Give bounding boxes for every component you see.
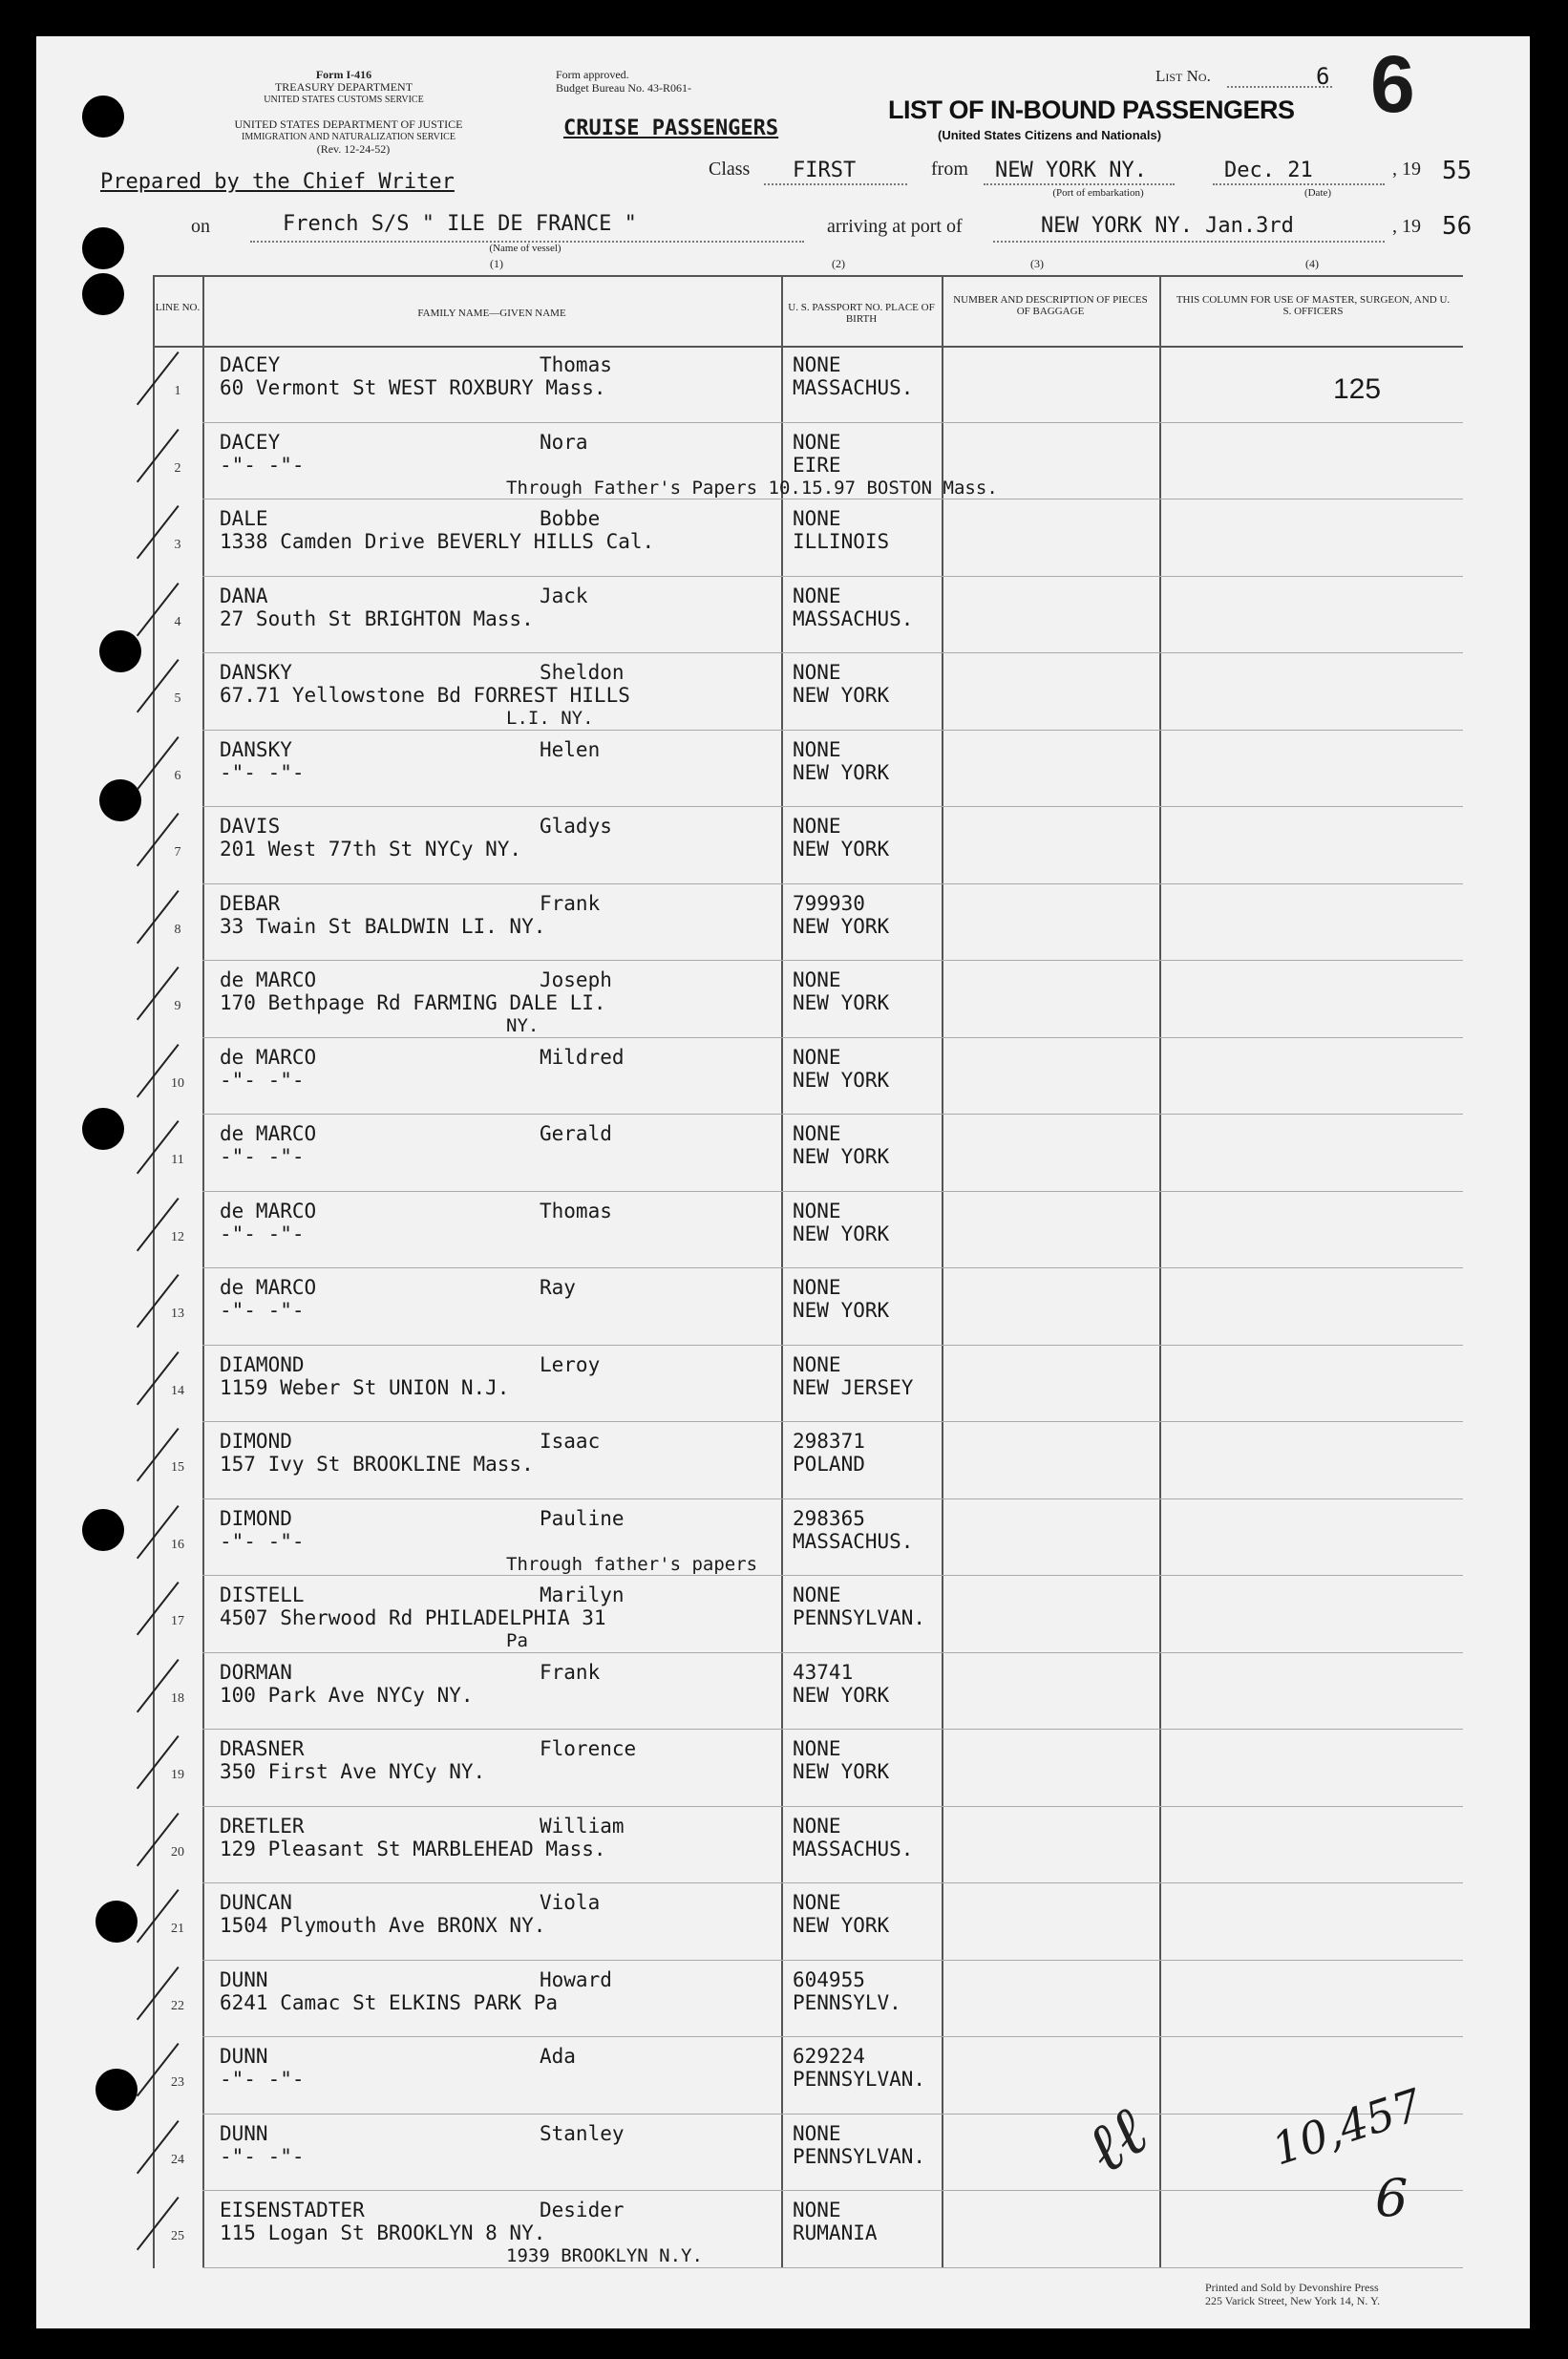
arrival-line <box>993 241 1385 243</box>
table-row <box>153 1961 1463 2038</box>
passport-number: 604955 <box>793 1967 865 1991</box>
family-name: DALE <box>220 507 268 530</box>
passport-number: NONE <box>793 507 841 530</box>
customs-service: UNITED STATES CUSTOMS SERVICE <box>264 95 424 105</box>
table-row <box>153 1730 1463 1807</box>
given-name: Helen <box>540 737 601 761</box>
family-name: DUNN <box>220 1967 268 1991</box>
passenger-table <box>153 275 1463 2268</box>
table-row <box>153 1422 1463 1499</box>
given-name: Desider <box>540 2199 625 2221</box>
passport-number: NONE <box>793 1737 841 1760</box>
place-of-birth: EIRE <box>793 453 841 477</box>
home-address: 33 Twain St BALDWIN LI. NY. <box>220 914 546 938</box>
passport-number: NONE <box>793 2121 841 2145</box>
additional-note: NY. <box>506 1015 540 1036</box>
class-label: Class <box>709 159 751 180</box>
home-address: 1338 Camden Drive BEVERLY HILLS Cal. <box>220 530 655 553</box>
place-of-birth: NEW YORK <box>793 760 890 784</box>
family-name: de MARCO <box>220 1199 317 1222</box>
given-name: Gerald <box>540 1122 612 1145</box>
line-number: 13 <box>171 1307 184 1321</box>
table-row <box>153 1115 1463 1192</box>
class-line <box>764 183 907 185</box>
additional-note: 1939 BROOKLYN N.Y. <box>506 2245 703 2266</box>
year2: 56 <box>1442 212 1473 241</box>
punch-hole <box>82 1509 124 1551</box>
budget-bureau: Budget Bureau No. 43-R061- <box>556 81 691 95</box>
punch-hole <box>99 779 141 821</box>
punch-hole <box>95 1901 138 1943</box>
place-of-birth: NEW YORK <box>793 1068 890 1092</box>
table-row <box>153 1807 1463 1884</box>
column-number-4: (4) <box>1305 257 1319 270</box>
home-address: 201 West 77th St NYCy NY. <box>220 838 522 861</box>
place-of-birth: NEW YORK <box>793 838 890 861</box>
family-name: de MARCO <box>220 968 317 991</box>
home-address: 27 South St BRIGHTON Mass. <box>220 606 534 630</box>
family-name: de MARCO <box>220 1276 317 1299</box>
line-number: 24 <box>171 2152 184 2167</box>
table-row <box>153 1038 1463 1116</box>
line-number: 22 <box>171 1998 184 2013</box>
place-of-birth: NEW YORK <box>793 1760 890 1783</box>
header-baggage: NUMBER AND DESCRIPTION OF PIECES OF BAGGAGE <box>953 294 1148 317</box>
place-of-birth: NEW YORK <box>793 1299 890 1322</box>
table-row <box>153 577 1463 654</box>
table-row <box>153 423 1463 500</box>
header-passport: U. S. PASSPORT NO. PLACE OF BIRTH <box>788 302 935 325</box>
family-name: DIMOND <box>220 1506 292 1530</box>
passport-number: NONE <box>793 1352 841 1376</box>
home-address: 6241 Camac St ELKINS PARK Pa <box>220 1990 559 2014</box>
handwritten-note: 10,457 <box>1265 2078 1429 2176</box>
table-row <box>153 2191 1463 2268</box>
place-of-birth: MASSACHUS. <box>793 376 914 399</box>
given-name: Frank <box>540 1660 601 1684</box>
year2-prefix: , 19 <box>1392 216 1421 237</box>
home-address: 170 Bethpage Rd FARMING DALE LI. <box>220 991 606 1014</box>
table-row <box>153 1346 1463 1423</box>
line-number: 14 <box>171 1383 184 1398</box>
place-of-birth: NEW YORK <box>793 1145 890 1168</box>
passport-number: 298365 <box>793 1506 865 1530</box>
line-number: 5 <box>174 691 181 706</box>
header-line-no: LINE NO. <box>155 302 201 313</box>
place-of-birth: PENNSYLV. <box>793 1990 901 2014</box>
family-name: DEBAR <box>220 891 281 915</box>
given-name: Ada <box>540 2045 576 2068</box>
passport-number: NONE <box>793 584 841 607</box>
line-number: 25 <box>171 2229 184 2243</box>
family-name: de MARCO <box>220 1045 317 1069</box>
given-name: Gladys <box>540 815 612 838</box>
home-address: 129 Pleasant St MARBLEHEAD Mass. <box>220 1837 606 1860</box>
arriving-label: arriving at port of <box>827 216 963 237</box>
header-officers: THIS COLUMN FOR USE OF MASTER, SURGEON, AND U. S. OFFICERS <box>1176 294 1451 317</box>
form-revision: (Rev. 12-24-52) <box>316 142 391 156</box>
place-of-birth: MASSACHUS. <box>793 606 914 630</box>
line-number: 17 <box>171 1614 184 1628</box>
treasury-department: TREASURY DEPARTMENT <box>274 80 413 94</box>
line-number: 11 <box>171 1153 184 1167</box>
given-name: Jack <box>540 584 588 607</box>
passport-number: NONE <box>793 1045 841 1069</box>
punch-hole <box>82 273 124 315</box>
passport-number: NONE <box>793 2199 841 2221</box>
line-number: 7 <box>174 845 181 860</box>
justice-department: UNITED STATES DEPARTMENT OF JUSTICE <box>234 117 463 131</box>
passport-number: NONE <box>793 737 841 761</box>
given-name: Frank <box>540 891 601 915</box>
given-name: Thomas <box>540 1199 612 1222</box>
line-number: 9 <box>174 999 181 1013</box>
home-address: 157 Ivy St BROOKLINE Mass. <box>220 1453 534 1476</box>
family-name: DIAMOND <box>220 1352 305 1376</box>
class-value: FIRST <box>793 159 857 182</box>
place-of-birth: POLAND <box>793 1453 865 1476</box>
table-row <box>153 731 1463 808</box>
family-name: DUNN <box>220 2045 268 2068</box>
place-of-birth: NEW YORK <box>793 914 890 938</box>
family-name: DORMAN <box>220 1660 292 1684</box>
home-address: -"- -"- <box>220 453 305 477</box>
punch-hole <box>95 2069 138 2111</box>
table-row <box>153 961 1463 1038</box>
additional-note: L.I. NY. <box>506 708 594 729</box>
line-number: 23 <box>171 2075 184 2090</box>
prepared-by: Prepared by the Chief Writer <box>100 170 455 194</box>
passport-number: 799930 <box>793 891 865 915</box>
column-number-2: (2) <box>832 257 845 270</box>
passport-number: 43741 <box>793 1660 854 1684</box>
cruise-passengers-stamp: CRUISE PASSENGERS <box>563 117 779 140</box>
given-name: Howard <box>540 1967 612 1991</box>
place-of-birth: PENNSYLVAN. <box>793 1606 926 1629</box>
passport-number: NONE <box>793 1891 841 1914</box>
line-number: 4 <box>174 614 181 629</box>
given-name: Bobbe <box>540 507 601 530</box>
home-address: 1504 Plymouth Ave BRONX NY. <box>220 1914 546 1937</box>
place-of-birth: NEW YORK <box>793 1683 890 1707</box>
family-name: DUNCAN <box>220 1891 292 1914</box>
family-name: DRASNER <box>220 1737 305 1760</box>
from-line <box>984 183 1175 185</box>
vessel-name: French S/S " ILE DE FRANCE " <box>283 212 637 236</box>
home-address: 350 First Ave NYCy NY. <box>220 1760 486 1783</box>
form-subtitle: (United States Citizens and Nationals) <box>938 128 1162 142</box>
line-number: 19 <box>171 1768 184 1782</box>
on-label: on <box>191 216 210 237</box>
home-address: -"- -"- <box>220 2144 305 2168</box>
given-name: Leroy <box>540 1352 601 1376</box>
line-number: 10 <box>171 1075 184 1091</box>
place-of-birth: NEW YORK <box>793 991 890 1014</box>
line-number: 3 <box>174 538 181 552</box>
family-name: DANSKY <box>220 737 292 761</box>
date-line <box>1213 183 1385 185</box>
table-row <box>153 346 1463 423</box>
header-name: FAMILY NAME—GIVEN NAME <box>417 308 566 319</box>
line-number: 15 <box>171 1460 184 1475</box>
home-address: -"- -"- <box>220 1299 305 1322</box>
home-address: 4507 Sherwood Rd PHILADELPHIA 31 <box>220 1606 606 1629</box>
given-name: Stanley <box>540 2121 625 2145</box>
home-address: 1159 Weber St UNION N.J. <box>220 1375 510 1399</box>
home-address: -"- -"- <box>220 1068 305 1092</box>
family-name: DANSKY <box>220 661 292 684</box>
additional-note: Through Father's Papers 10.15.97 BOSTON Mass. <box>506 477 998 499</box>
passport-number: NONE <box>793 353 841 376</box>
given-name: Nora <box>540 430 588 454</box>
printer-line-1: Printed and Sold by Devonshire Press <box>1205 2281 1379 2294</box>
passport-number: NONE <box>793 661 841 684</box>
given-name: Pauline <box>540 1506 625 1530</box>
given-name: Ray <box>540 1276 576 1299</box>
line-number: 16 <box>171 1537 184 1552</box>
home-address: 115 Logan St BROOKLYN 8 NY. <box>220 2221 546 2244</box>
form-approved: Form approved. <box>556 68 629 81</box>
family-name: DACEY <box>220 353 281 376</box>
home-address: -"- -"- <box>220 1145 305 1168</box>
form-title: LIST OF IN-BOUND PASSENGERS <box>888 96 1295 124</box>
additional-note: Through father's papers <box>506 1553 758 1575</box>
home-address: -"- -"- <box>220 1222 305 1245</box>
given-name: William <box>540 1814 625 1838</box>
punch-hole <box>82 96 124 138</box>
place-of-birth: NEW JERSEY <box>793 1375 914 1399</box>
passport-number: NONE <box>793 1199 841 1222</box>
family-name: EISENSTADTER <box>220 2199 365 2221</box>
table-row <box>153 1576 1463 1653</box>
table-row <box>153 1653 1463 1731</box>
place-of-birth: NEW YORK <box>793 684 890 707</box>
given-name: Joseph <box>540 968 612 991</box>
table-row <box>153 1192 1463 1269</box>
place-of-birth: PENNSYLVAN. <box>793 2144 926 2168</box>
place-of-birth: PENNSYLVAN. <box>793 2068 926 2091</box>
home-address: -"- -"- <box>220 760 305 784</box>
list-no-large: 6 <box>1370 39 1415 129</box>
table-row <box>153 807 1463 884</box>
place-of-birth: RUMANIA <box>793 2221 878 2244</box>
year1-prefix: , 19 <box>1392 159 1421 180</box>
list-no-value: 6 <box>1316 63 1330 90</box>
year1: 55 <box>1442 157 1473 185</box>
passport-number: NONE <box>793 1276 841 1299</box>
family-name: DRETLER <box>220 1814 305 1838</box>
port-caption: (Port of embarkation) <box>1052 187 1144 199</box>
passport-number: NONE <box>793 968 841 991</box>
place-of-birth: MASSACHUS. <box>793 1529 914 1553</box>
place-of-birth: NEW YORK <box>793 1222 890 1245</box>
form-number: Form I-416 <box>315 68 372 81</box>
given-name: Mildred <box>540 1045 625 1069</box>
line-number: 1 <box>174 384 181 398</box>
line-number: 18 <box>171 1690 184 1706</box>
passport-number: 629224 <box>793 2045 865 2068</box>
place-of-birth: NEW YORK <box>793 1914 890 1937</box>
punch-hole <box>99 630 141 672</box>
departure-date: Dec. 21 <box>1224 159 1313 182</box>
home-address: 60 Vermont St WEST ROXBURY Mass. <box>220 376 606 399</box>
table-top-border <box>153 275 1463 277</box>
family-name: DANA <box>220 584 268 607</box>
passport-number: NONE <box>793 430 841 454</box>
passport-number: NONE <box>793 815 841 838</box>
from-label: from <box>931 159 968 180</box>
place-of-birth: MASSACHUS. <box>793 1837 914 1860</box>
given-name: Sheldon <box>540 661 625 684</box>
table-row <box>153 2037 1463 2115</box>
immigration-service: IMMIGRATION AND NATURALIZATION SERVICE <box>242 132 456 142</box>
additional-note: Pa <box>506 1630 528 1651</box>
passport-number: NONE <box>793 1583 841 1606</box>
handwritten-signature: ℓℓ <box>1070 2092 1162 2189</box>
punch-hole <box>82 227 124 269</box>
home-address: 67.71 Yellowstone Bd FORREST HILLS <box>220 684 630 707</box>
table-row <box>153 1499 1463 1577</box>
table-row <box>153 1268 1463 1346</box>
given-name: Isaac <box>540 1430 601 1453</box>
given-name: Viola <box>540 1891 601 1914</box>
officer-note: 125 <box>1333 373 1382 405</box>
column-number-1: (1) <box>490 257 503 270</box>
line-number: 12 <box>171 1229 184 1244</box>
vessel-caption: (Name of vessel) <box>489 243 562 254</box>
punch-hole <box>82 1108 124 1150</box>
family-name: DUNN <box>220 2121 268 2145</box>
line-number: 21 <box>171 1922 184 1936</box>
line-number: 2 <box>174 460 181 476</box>
family-name: DISTELL <box>220 1583 305 1606</box>
printer-line-2: 225 Varick Street, New York 14, N. Y. <box>1205 2294 1381 2307</box>
line-number: 6 <box>174 768 181 783</box>
home-address: -"- -"- <box>220 2068 305 2091</box>
family-name: DACEY <box>220 430 281 454</box>
port-of-embarkation: NEW YORK NY. <box>995 159 1147 182</box>
given-name: Marilyn <box>540 1583 625 1606</box>
passport-number: NONE <box>793 1814 841 1838</box>
passport-number: 298371 <box>793 1430 865 1453</box>
given-name: Thomas <box>540 353 612 376</box>
line-number: 8 <box>174 922 181 937</box>
table-row <box>153 653 1463 731</box>
line-number: 20 <box>171 1844 184 1860</box>
row-divider <box>202 2267 1463 2268</box>
family-name: DAVIS <box>220 815 281 838</box>
handwritten-list-number: 6 <box>1375 2168 1409 2228</box>
place-of-birth: ILLINOIS <box>793 530 890 553</box>
date-caption: (Date) <box>1303 187 1332 199</box>
given-name: Florence <box>540 1737 637 1760</box>
arrival-port-date: NEW YORK NY. Jan.3rd <box>1041 214 1294 238</box>
passport-number: NONE <box>793 1122 841 1145</box>
home-address: -"- -"- <box>220 1529 305 1553</box>
family-name: de MARCO <box>220 1122 317 1145</box>
column-number-3: (3) <box>1030 257 1044 270</box>
table-row <box>153 1883 1463 1961</box>
table-row <box>153 884 1463 962</box>
home-address: 100 Park Ave NYCy NY. <box>220 1683 474 1707</box>
list-no-label: List No. <box>1155 67 1211 85</box>
family-name: DIMOND <box>220 1430 292 1453</box>
table-row <box>153 499 1463 577</box>
